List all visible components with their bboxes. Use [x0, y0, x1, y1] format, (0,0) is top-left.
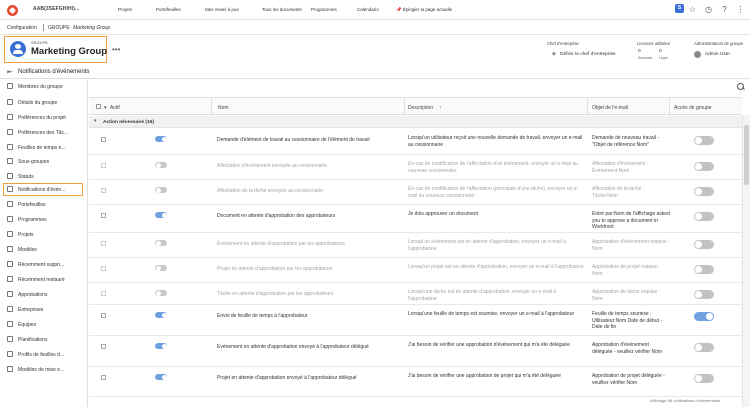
table-row[interactable]	[89, 258, 742, 283]
sidebar-item-companies[interactable]: Entreprises	[0, 303, 88, 316]
nav-programs[interactable]: Programmes	[311, 7, 337, 12]
table-row[interactable]	[89, 283, 742, 305]
sort-ascending-icon: ↑	[439, 105, 442, 111]
programs-icon	[7, 216, 13, 222]
sidebar-item-statuses[interactable]: Statuts	[0, 170, 88, 183]
page-title: Marketing Group	[31, 46, 108, 57]
column-email-subject[interactable]: Objet de l'e-mail	[592, 105, 628, 111]
table-row[interactable]	[89, 180, 742, 205]
help-icon[interactable]: ?	[722, 5, 727, 14]
owner-pin-icon: ◆	[552, 51, 556, 57]
admin-user-name[interactable]: Admin User	[705, 52, 731, 57]
breadcrumb-divider	[43, 24, 44, 31]
statuses-icon	[7, 173, 13, 179]
sort-icon[interactable]: ▾	[104, 105, 107, 111]
nav-calendar[interactable]: Calendario	[357, 7, 379, 12]
group-access-toggle[interactable]	[694, 374, 714, 383]
row-checkbox[interactable]	[101, 313, 106, 318]
group-header	[4, 36, 107, 63]
email-subject: Affectation de la tâche : Tâche:Nom	[592, 186, 645, 199]
group-access-toggle[interactable]	[694, 136, 714, 145]
sidebar-item-layout-templates[interactable]: Modèles de mise e...	[0, 363, 88, 376]
group-admins-label: Administrateurs de groupe	[694, 41, 744, 46]
active-toggle[interactable]	[155, 312, 167, 318]
section-title: Notifications d'événements	[18, 69, 90, 75]
notification-name[interactable]: Projet en attente d'approbation envoyé à l'approbateur délégué	[217, 375, 357, 381]
group-access-toggle[interactable]	[694, 290, 714, 299]
row-checkbox[interactable]	[101, 266, 106, 271]
templates-icon	[7, 246, 13, 252]
active-toggle[interactable]	[155, 212, 167, 218]
email-subject: Feuille de temps soumise : Utilisateur:Nom Date de début - Date de fin	[592, 311, 663, 330]
apps-grid-icon[interactable]: ⋮	[736, 5, 745, 14]
sidebar-item-details[interactable]: Détails du groupe	[0, 96, 88, 109]
schedules-icon	[7, 336, 13, 342]
subgroups-icon	[7, 158, 13, 164]
sidebar-item-timesheets[interactable]: Feuilles de temps e...	[0, 141, 88, 154]
email-subject: Approbation de tâche requise : Nom	[592, 289, 661, 302]
sidebar-item-project-preferences[interactable]: Préférences du projet	[0, 111, 88, 124]
licenses-label: Licences utilisées	[637, 41, 670, 46]
teams-icon	[7, 321, 13, 327]
sidebar-item-task-preferences[interactable]: Préférences des Tâc...	[0, 126, 88, 139]
active-toggle[interactable]	[155, 187, 167, 193]
notification-name[interactable]: Envoi de feuille de temps à l'approbateur	[217, 313, 308, 319]
section-title-bar	[0, 66, 750, 79]
table-row[interactable]	[89, 336, 742, 367]
sidebar-item-projects[interactable]: Projets	[0, 228, 88, 241]
notification-name[interactable]: Affectation de la tâche envoyée au cessionnaire	[217, 188, 324, 194]
group-access-toggle[interactable]	[694, 240, 714, 249]
row-checkbox[interactable]	[101, 241, 106, 246]
notification-description: Lorsqu'un projet est en attente d'approbation, envoyer un e-mail à l'approbateur	[408, 264, 585, 270]
group-access-toggle[interactable]	[694, 187, 714, 196]
notification-description: Lorsqu'un utilisateur reçoit une nouvelle demande de travail, envoyer un e-mail au cessionnaire	[408, 135, 583, 148]
group-access-toggle[interactable]	[694, 212, 714, 221]
sidebar-item-members[interactable]: Membres du groupe	[0, 80, 88, 93]
sidebar-item-event-notifications[interactable]: Notifications d'évén...	[3, 183, 83, 196]
projects-icon	[7, 231, 13, 237]
notification-name[interactable]: Projet en attente d'approbation par les approbateurs	[217, 266, 333, 272]
setup-badge[interactable]: S	[675, 4, 684, 13]
active-toggle[interactable]	[155, 162, 167, 168]
email-subject: Approbation de projet déléguée - veuillez vérifier Nom	[592, 373, 665, 386]
notification-description: En cas de modification de l'affectation d'un événement, envoyer un e-mail au nouveau cessionnaire	[408, 161, 578, 174]
nav-all-documents[interactable]: Tous les documents	[262, 7, 302, 12]
task-preferences-icon	[7, 129, 13, 135]
results-count: Affichage 98 notifications d'événements	[650, 398, 721, 403]
table-row[interactable]	[89, 205, 742, 233]
notification-name[interactable]: Affectation d'événement envoyée au cessionnaire	[217, 163, 328, 169]
group-sidebar	[0, 80, 88, 407]
sidebar-item-approvals[interactable]: Approbations	[0, 288, 88, 301]
row-checkbox[interactable]	[101, 344, 106, 349]
workfront-logo-icon[interactable]	[7, 5, 18, 16]
breadcrumb	[0, 20, 750, 35]
group-row-action-required[interactable]	[89, 116, 742, 128]
email-subject: Approbation d'événement déléguée - veuillez vérifier Nom	[592, 342, 663, 355]
admin-avatar	[694, 51, 701, 58]
notification-name[interactable]: Événement en attente d'approbation par les approbateurs	[217, 241, 345, 247]
nav-my-updates[interactable]: Mes mises à jour	[205, 7, 240, 12]
table-header	[89, 97, 742, 115]
star-icon[interactable]: ☆	[688, 5, 697, 14]
standard-label: Standard	[638, 56, 653, 60]
group-access-toggle[interactable]	[694, 162, 714, 171]
trash-icon	[7, 261, 13, 267]
group-row-label: Action nécessaire (16)	[103, 119, 154, 125]
email-subject: Affectation d'événement : Événement:Nom	[592, 161, 649, 174]
timesheet-icon	[7, 144, 13, 150]
notification-description: Je dois approuver un document	[408, 211, 479, 217]
details-icon	[7, 99, 13, 105]
notification-name[interactable]: Demande d'élément de travail au cessionnaire de l'élément de travail	[217, 137, 370, 143]
vertical-scrollbar[interactable]	[742, 115, 750, 407]
notification-name[interactable]: Document en attente d'approbation des approbateurs	[217, 213, 336, 219]
set-owner-link[interactable]: Définir le chef d'entreprise	[560, 52, 616, 57]
email-subject: Demande de nouveau travail - "Objet de référence:Nom"	[592, 135, 659, 148]
row-checkbox[interactable]	[101, 188, 106, 193]
active-toggle[interactable]	[155, 374, 167, 380]
clock-icon[interactable]: ◷	[705, 5, 712, 14]
scrollbar-thumb[interactable]	[744, 125, 749, 185]
column-description[interactable]: Description	[408, 105, 434, 111]
email-subject: Approbation de projet requise : Nom	[592, 264, 661, 277]
notification-name[interactable]: Tâche en attente d'approbation par les approbateurs	[217, 291, 334, 297]
group-avatar-icon	[10, 41, 26, 57]
chevron-down-icon[interactable]: ▾	[94, 118, 97, 124]
breadcrumb-current: Marketing Group	[73, 25, 111, 31]
company-name[interactable]: AAB(3SEFGHIHl)...	[33, 6, 80, 12]
row-checkbox[interactable]	[101, 163, 106, 168]
column-divider	[587, 98, 588, 116]
notification-name[interactable]: Événement en attente d'approbation envoyé à l'approbateur délégué	[217, 344, 369, 350]
layout-templates-icon	[7, 366, 13, 372]
restore-icon	[7, 276, 13, 282]
column-divider	[669, 98, 670, 116]
sidebar-item-templates[interactable]: Modèles	[0, 243, 88, 256]
approvals-icon	[7, 291, 13, 297]
group-access-toggle[interactable]	[694, 312, 714, 321]
breadcrumb-configuration[interactable]: Configuration	[7, 25, 37, 31]
column-name[interactable]: Nom	[218, 105, 229, 111]
group-type-label: GROUPE	[31, 41, 48, 45]
column-divider	[211, 98, 212, 116]
active-toggle[interactable]	[155, 240, 167, 246]
email-subject: Entré par:Nom de l'affichage asked you to approve a document in Workfront	[592, 211, 670, 230]
project-preferences-icon	[7, 114, 13, 120]
pin-label: Épingler la page actuelle	[402, 7, 453, 12]
table-row[interactable]	[89, 155, 742, 180]
select-all-checkbox[interactable]	[96, 104, 101, 109]
active-toggle[interactable]	[155, 136, 167, 142]
column-active[interactable]: Actif	[110, 105, 120, 111]
active-toggle[interactable]	[155, 343, 167, 349]
group-access-toggle[interactable]	[694, 343, 714, 352]
timesheet-profiles-icon	[7, 351, 13, 357]
notification-description: J'ai besoin de vérifier une approbation d'événement qui m'a été déléguée	[408, 342, 570, 348]
nav-portfolios[interactable]: Portefeuilles	[156, 7, 181, 12]
row-checkbox[interactable]	[101, 375, 106, 380]
standard-count: 0	[638, 49, 641, 54]
column-divider	[404, 98, 405, 116]
top-navigation-bar	[0, 0, 750, 20]
column-group-access[interactable]: Accès de groupe	[674, 105, 712, 111]
notification-description: En cas de modification de l'affectation (principale d'une tâche), envoyer un e-mail au nouveau cessionnaire	[408, 186, 579, 199]
light-label: Léger	[659, 56, 668, 60]
row-checkbox[interactable]	[101, 291, 106, 296]
active-toggle[interactable]	[155, 290, 167, 296]
pin-current-page-button[interactable]	[396, 7, 452, 13]
sidebar-item-timesheet-profiles[interactable]: Profils de feuilles d...	[0, 348, 88, 361]
notification-description: J'ai besoin de vérifier une approbation de projet qui m'a été déléguée	[408, 373, 561, 379]
row-checkbox[interactable]	[101, 137, 106, 142]
table-row[interactable]	[89, 305, 742, 336]
members-icon	[7, 83, 13, 89]
companies-icon	[7, 306, 13, 312]
email-subject: Approbation d'événement requise : Nom	[592, 239, 670, 252]
sidebar-item-portfolios[interactable]: Portefeuilles	[0, 198, 88, 211]
more-options-icon[interactable]: •••	[112, 45, 121, 54]
sidebar-item-recently-restored[interactable]: Récemment restauré	[0, 273, 88, 286]
search-icon[interactable]	[737, 83, 745, 91]
active-toggle[interactable]	[155, 265, 167, 271]
sidebar-item-recently-deleted[interactable]: Récemment suppri...	[0, 258, 88, 271]
group-access-toggle[interactable]	[694, 265, 714, 274]
notification-description: Lorsqu'un événement est en attente d'approbation, envoyer un e-mail à l'approbateur	[408, 239, 566, 252]
nav-projects[interactable]: Projets	[118, 7, 133, 12]
light-count: 0	[659, 49, 662, 54]
sidebar-item-teams[interactable]: Équipes	[0, 318, 88, 331]
notification-envelope-icon	[7, 186, 13, 192]
sidebar-item-programs[interactable]: Programmes	[0, 213, 88, 226]
sidebar-item-subgroups[interactable]: Sous-groupes	[0, 155, 88, 168]
notification-description: Lorsqu'une feuille de temps est soumise, envoyer un e-mail à l'approbateur	[408, 311, 575, 317]
notification-description: Lorsqu'une tâche est en attente d'approbation, envoyer un e-mail à l'approbateur	[408, 289, 557, 302]
owner-label: Chef d'entreprise	[547, 41, 579, 46]
table-row[interactable]	[89, 129, 742, 155]
sidebar-item-schedules[interactable]: Planifications	[0, 333, 88, 346]
pin-icon: 📌	[396, 7, 402, 12]
table-row[interactable]	[89, 233, 742, 258]
breadcrumb-group[interactable]: GROUPE	[48, 25, 70, 31]
portfolios-icon	[7, 201, 13, 207]
row-checkbox[interactable]	[101, 213, 106, 218]
table-row[interactable]	[89, 367, 742, 397]
collapse-panel-icon[interactable]: ⇤	[7, 69, 13, 76]
